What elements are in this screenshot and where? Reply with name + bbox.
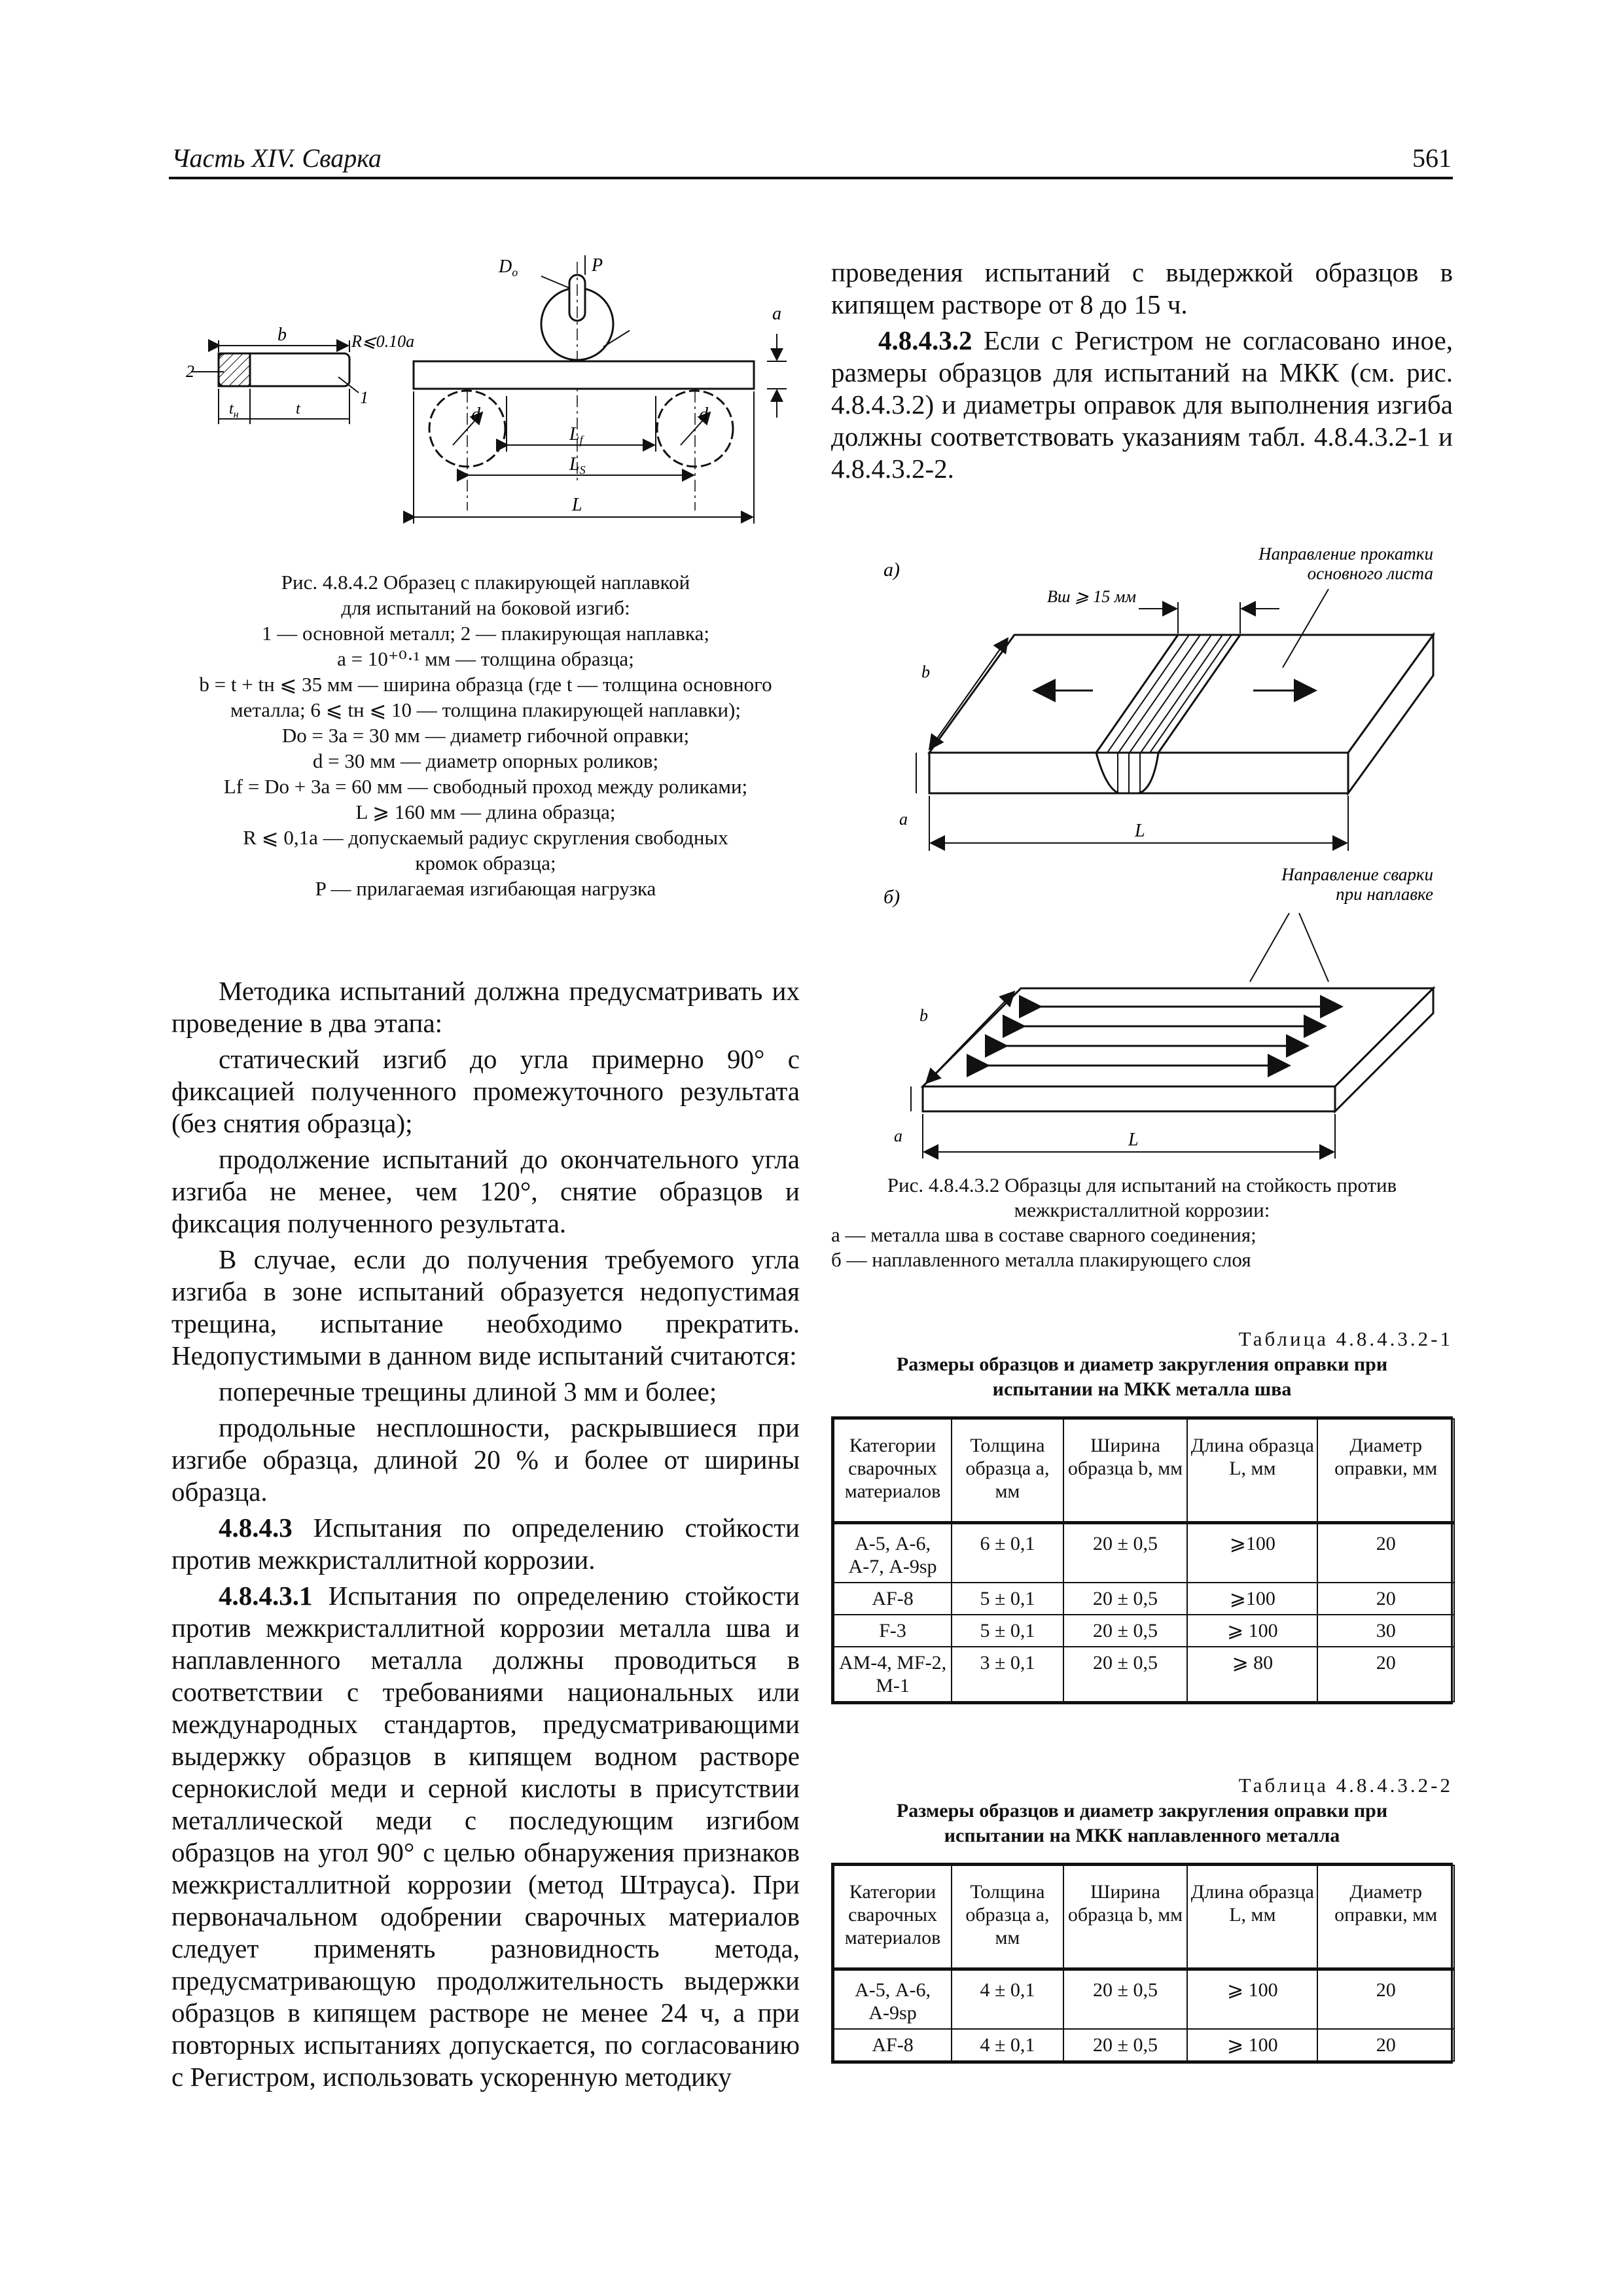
- label-l-b: L: [1128, 1130, 1139, 1150]
- label-b: b: [277, 325, 287, 345]
- label-d-left: d: [471, 404, 480, 425]
- paragraph: проведения испытаний с выдержкой образцов в кипящем растворе от 8 до 15 ч.: [831, 257, 1453, 319]
- paragraph: продолжение испытаний до окончательного угла изгиба не менее, чем 120°, снятие образцов и фиксация полученного результата.: [171, 1144, 800, 1238]
- data-table: [833, 1865, 1455, 2062]
- table-4-8-4-3-2-1: [831, 1327, 1453, 1704]
- rolling-direction-line1: Направление прокатки: [1258, 544, 1433, 564]
- label-d-right: d: [699, 404, 708, 425]
- right-column: [831, 257, 1453, 489]
- plate-b-front: [923, 1086, 1335, 1111]
- label-t: t: [296, 401, 300, 418]
- label-l-a: L: [1135, 821, 1145, 841]
- page-number: 561: [1412, 143, 1452, 173]
- label-p: P: [592, 255, 603, 276]
- table-row: AF-8 4 ± 0,1 20 ± 0,5 ⩾ 100 20: [834, 2029, 1454, 2061]
- table-row: AF-8 5 ± 0,1 20 ± 0,5 ⩾100 20: [834, 1583, 1454, 1615]
- label-a-dim-b: a: [894, 1126, 902, 1145]
- weld-direction-line2: при наплавке: [1336, 884, 1433, 904]
- table-label: Таблица 4.8.4.3.2-2: [1238, 1774, 1453, 1797]
- label-d0: $D_o$: [499, 257, 518, 279]
- plate-a-front: [929, 753, 1348, 793]
- table-row: А-5, А-6, А-7, А-9sp 6 ± 0,1 20 ± 0,5 ⩾100 20: [834, 1523, 1454, 1583]
- table-row: AM-4, MF-2, M-1 3 ± 0,1 20 ± 0,5 ⩾ 80 20: [834, 1647, 1454, 1702]
- paragraph: В случае, если до получения требуемого угла изгиба в зоне испытаний образуется недопустимая трещина, испытание необходимо прекратить. Недопустимыми в данном виде испытаний считаются:: [171, 1244, 800, 1371]
- weld-width-label: Bш ⩾ 15 мм: [1047, 587, 1136, 606]
- label-l: L: [572, 495, 582, 515]
- table-row: F-3 5 ± 0,1 20 ± 0,5 ⩾ 100 30: [834, 1615, 1454, 1647]
- paragraph: Методика испытаний должна предусматривать их проведение в два этапа:: [171, 976, 800, 1038]
- label-ls: $L_S$: [569, 454, 586, 476]
- left-column: [171, 975, 800, 2097]
- label-lf: $L_f$: [569, 424, 583, 446]
- weld-direction-line1: Направление сварки: [1281, 865, 1433, 884]
- paragraph: статический изгиб до угла примерно 90° с фиксацией полученного промежуточного результата (без снятия образца);: [171, 1044, 800, 1138]
- label-r: R⩽0.10a: [351, 332, 415, 351]
- table-label: Таблица 4.8.4.3.2-1: [1238, 1327, 1453, 1350]
- label-2: 2: [186, 362, 194, 381]
- paragraph: продольные несплошности, раскрывшиеся при изгибе образца, длиной 20 % и более от ширины образца.: [171, 1412, 800, 1507]
- figure-caption-4-8-4-3-2: Рис. 4.8.4.3.2 Образцы для испытаний на стойкость против межкристаллитной коррозии: а — металла шва в составе сварного соединения; б — наплавленного металла плакирующего слоя: [831, 1174, 1397, 1271]
- figure-caption-4-8-4-2: Рис. 4.8.4.2 Образец с плакирующей наплавкой для испытаний на боковой изгиб: 1 — основной металл; 2 — плакирующая наплавка; a = 10⁺⁰·¹ мм — толщина образца; b = t + tн ⩽ 35 мм — ширина образца (где t — толщина основного металла; 6 ⩽ tн ⩽ 10 — толщина плакирующей наплавки); Dо = 3a = 30 мм — диаметр гибочной оправки; d = 30 мм — диаметр опорных роликов; Lf = Dо + 3a = 60 мм — свободный проход между роликами; L ⩾ 160 мм — длина образца; R ⩽ 0,1a — допускаемый радиус скругления свободных кромок образца; P — прилагаемая изгибающая нагрузка: [199, 571, 772, 900]
- figure-side-bend-specimen: [171, 249, 800, 537]
- section-4-8-4-3: 4.8.4.3 Испытания по определению стойкости против межкристаллитной коррозии.: [171, 1513, 800, 1575]
- label-a-part: а): [883, 559, 900, 581]
- data-table: [833, 1418, 1455, 1702]
- rolling-direction-line2: основного листа: [1307, 564, 1433, 583]
- running-header-title: Часть XIV. Сварка: [171, 143, 382, 173]
- label-a-dim-a: a: [899, 810, 908, 829]
- table-title: Размеры образцов и диаметр закругления оправки при испытании на МКК металла шва: [896, 1354, 1388, 1400]
- label-1: 1: [360, 388, 368, 407]
- table-4-8-4-3-2-2: [831, 1774, 1453, 2064]
- paragraph: поперечные трещины длиной 3 мм и более;: [219, 1376, 717, 1407]
- label-b-b: b: [919, 1006, 928, 1025]
- table-header-row: Категории сварочных материалов Толщина образца a, мм Ширина образца b, мм Длина образца L, мм Диаметр оправки, мм: [834, 1865, 1454, 1969]
- section-4-8-4-3-2: 4.8.4.3.2 Если с Регистром не согласовано иное, размеры образцов для испытаний на МКК (см. рис. 4.8.4.3.2) и диаметры оправок для выполнения изгиба должны соответствовать указаниям табл. 4.8.4.3.2-1 и 4.8.4.3.2-2.: [831, 325, 1453, 484]
- label-a: a: [772, 304, 781, 324]
- figure-mkk-specimens: [831, 537, 1453, 1165]
- table-header-row: Категории сварочных материалов Толщина образца a, мм Ширина образца b, мм Длина образца L, мм Диаметр оправки, мм: [834, 1419, 1454, 1523]
- table-row: А-5, А-6, А-9sp 4 ± 0,1 20 ± 0,5 ⩾ 100 20: [834, 1969, 1454, 2030]
- header-rule: [169, 177, 1453, 179]
- label-b-a: b: [921, 662, 930, 681]
- section-4-8-4-3-1: 4.8.4.3.1 Испытания по определению стойкости против межкристаллитной коррозии металла шва и наплавленного металла должны проводиться в соответствии с требованиями национальных или международных стандартов, предусматривающими выдержку образцов в кипящем водном растворе сернокислой меди и серной кислоты в присутствии металлической меди с последующим изгибом образцов на угол 90° с целью обнаружения признаков межкристаллитной коррозии (метод Штрауса). При первоначальном одобрении сварочных материалов следует применять разновидность метода, предусматривающую продолжительность выдержки образцов в кипящем растворе не менее 24 ч, а при повторных испытаниях допускается, по согласованию с Регистром, использовать ускоренную методику: [171, 1581, 800, 2092]
- table-title: Размеры образцов и диаметр закругления оправки при испытании на МКК наплавленного металла: [896, 1800, 1388, 1846]
- specimen-bar: [414, 361, 754, 389]
- label-b-part: б): [883, 886, 901, 908]
- label-tn: $t_н$: [229, 401, 239, 420]
- cladding-section: [219, 353, 250, 386]
